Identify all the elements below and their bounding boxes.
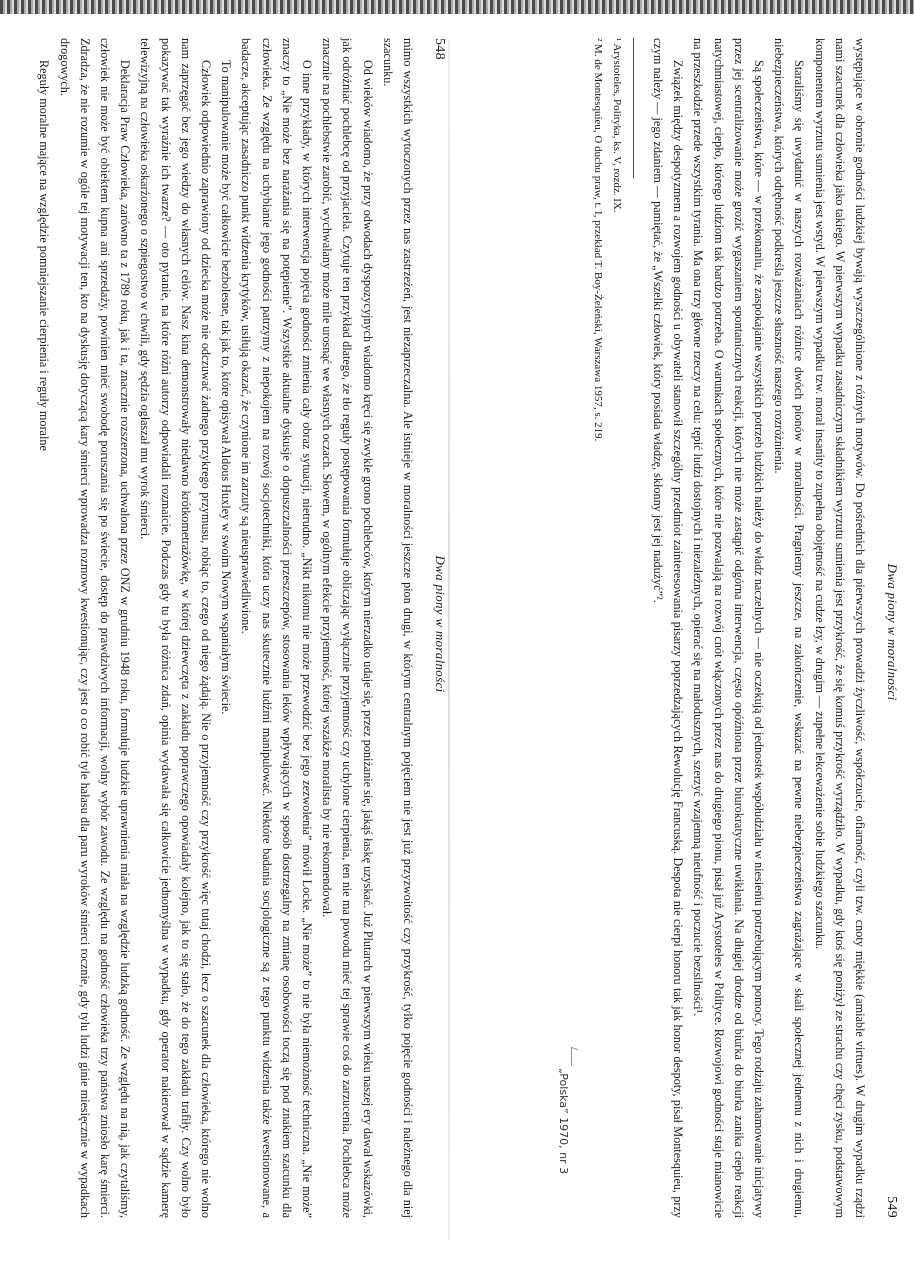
handwritten-source-note: „Polska” 1970, nr 3 — [557, 1068, 570, 1175]
paragraph: Staraliśmy się uwydatnić w naszych rozważaniach różnice dwóch pionów w moralności. Pragniemy jeszcze, na zakończenie, wskazać na pewne niebezpieczeństwa zagrażające w skali społecznej jednemu z nich i drugiemu, niebezpieczeństwa, których odrębność podkreśla jeszcze słuszność naszego rozróżnienia. — [772, 38, 807, 1218]
paragraph: To manipulowanie może być całkowicie bezbolesne, tak jak to, które opisywał Aldous Huxley w swoim Nowym wspaniałym świecie. — [219, 60, 234, 715]
book-gutter — [448, 40, 450, 1240]
paragraph: występujące w obronie godności ludzkiej bywają wyszczególnione z różnych motywów. Do pośrednich dla pierwszych prowadzi życzliwość, współczucie, ofiarność, czyli tzw. cnoty miękkie (amiable virtues). W drugim wypadku rządzi nami szacunek dla człowieka jako takiego. W pierwszym wypadku zasadniczym składnikiem wyrzutu sumienia jest przykrość, że się komuś przykrość wyrządziło. W wypadku, gdy ktoś się poniżył ze strachu czy chęci zysku, podstawowym komponentem wyrzutu sumienia jest wstyd. W pierwszym wypadku tzw. moral insanity to zupełna obojętność na cudze łzy, w drugim — zupełne lekceważenie sobie ludzkiego szacunku. — [812, 38, 867, 1218]
page-549 — [460, 28, 900, 1228]
paragraph: O inne przykłady, w których interwencja pojęcia godności zmienia cały obraz sytuacji, nietrudno. „Nikt nikomu nie może przewodzić bez jego zezwolenia” mówił Locke. „Nie może” to nie była niemożność techniczna. „Nie może” znaczy to „Nie może bez narażania się na potępienie”. Wszystkie aktualne dyskusje o dopuszczalności przeszczepów, stosowania leków wpływających w sposób dostrzegalny na zmianę osobowości toczą się pod znakiem szacunku dla człowieka. Ze względu na uchybianie jego godności patrzymy z niepokojem na rozwój socjotechniki, która uczy nas skutecznie ludźmi manipulować. Niektóre badania socjologiczne są z tego punktu widzenia także kwestionowane, a badacze, akceptując zasadniczo punkt widzenia krytyków, usiłują okazać, że czynione im zarzuty są nieusprawiedliwione. — [239, 38, 314, 1218]
running-head-left — [426, 38, 448, 1218]
scan-edge-artifact — [0, 0, 914, 14]
pencil-bracket-mark — [571, 1047, 578, 1069]
footnotes — [589, 38, 634, 1218]
paragraph: Od wieków wiadomo, że przy odwodach dyspozycyjnych wiadomo kręci się zwykle grono pochlebców, którym nierzadko udaje się, przez poniżanie się, jakąś łaskę uzyskać. Już Plutarch w pierwszym wieku naszej ery dawał wskazówki, jak odróżniać pochlebcę od przyjaciela. Czytuje ten przykład dlatego, że tło reguły postępowania formułuje obliczając wyłącznie przyjemność czy uchylone cierpienia, ten nie ma powodu mieć tej sprawie coś do zarzucenia. Pochlebca może znacznie na pochlebstwie zarobić, wychwalany może mile urosnąć we własnych oczach. Słowem, w ogólnym efekcie przyjemność, której wszakże moralista by nie rekomendował. — [320, 38, 375, 1218]
footnote-rule — [633, 38, 634, 178]
paragraph: Deklaracja Praw Człowieka, zarówno ta z 1789 roku, jak i ta, znacznie rozszerzona, uchwalona przez ONZ w grudniu 1948 roku, formułuje ludzkie uprawnienia miała na względzie ludzką godność. Ze względu na nią, jak czytaliśmy, człowiek nie może być obiektem kupna ani sprzedaży, powinien mieć swobodę poruszania się po świecie, dostęp do prawdziwych informacji, wolny wybór zawodu. Ze względu na godność człowieka trzy państwa zniosło karę śmierci. Zdradza, że nie rozumie w ogóle tej motywacji ten, kto na dyskusję dotyczącą kary śmierci wprowadza rozmowy kwestionując, czy jest o co robić tyle hałasu dla paru wyroków śmierci rocznie, gdy tylu ludzi ginie miesięcznie w wypadkach drogowych. — [57, 38, 133, 1218]
body-text-left — [34, 38, 418, 1218]
paragraph: mimo wszystkich wytoczonych przez nas zastrzeżeń, jest niezaprzeczalna. Ale istnieje w moralności jeszcze pion drugi, w którym centralnym pojęciem nie jest już przyzwoitość czy przykrość, tylko pojęcie godności i należnego dla niej szacunku. — [380, 38, 415, 1218]
paragraph: Reguły moralne mające na względzie pomniejszanie cierpienia i reguły moralne — [37, 60, 52, 451]
page-number-left: 548 — [432, 38, 447, 60]
paragraph: Związek między despotyzmem a rozwojem godności u obywateli stanowił szczególny przedmiot zainteresowania pisarzy poprzedzających Rewolucję Francuską. Despota nie cierpi honoru tak jak honor despoty, pisał Montesquieu, przy czym należy — jego zdaniem — pamiętać, że „Wszelki człowiek, który posiada władzę, skłonny jest jej nadużyć”². — [650, 38, 686, 1218]
paragraph: Człowiek odpowiednio zaprawiony od dziecka może nie odczuwać żadnego przykrego przymusu, robiąc to, czego od niego żądają. Nie o przyjemność czy przykrość więc tutaj chodzi, lecz o szacunek dla człowieka, którego nie wolno nam zaprzęgać bez jego wiedzy do własnych celów. Nasz kina demonstrowały niedawno krótkometrażówkę, w której dziewczęta z zakładu poprawczego opowiadały kolejno, jak to się stało, że do tego zakładu trafiły. Czy wolno było pokazywać tak wyraźnie ich twarze? — oto pytanie, na które różni autorzy odpowiadali rozmaicie. Podczas gdy tu była różnica zdań, opinia wydawała się całkowicie jednomyślna w wypadku, gdy operator nakierował w sądzie kamerę telewizyjną na człowieka oskarżonego o szpiegostwo w chwili, gdy sędzia ogłaszał mu wyrok śmierci. — [138, 38, 213, 1218]
running-head-right — [878, 38, 900, 1218]
running-head-title-left: Dwa piony w moralności — [433, 555, 448, 693]
body-text-right — [648, 38, 870, 1218]
footnote: ² M. de Montesquieu, O duchu praw, t. I, przekład T. Boy-Żeleński, Warszawa 1957, s. 219. — [591, 38, 604, 442]
page-number-right: 549 — [884, 1196, 899, 1218]
footnote: ¹ Arystoteles, Polityka, ks. V, rozdz. IX. — [610, 38, 623, 213]
page-548 — [8, 28, 448, 1228]
running-head-title-right: Dwa piony w moralności — [885, 563, 900, 701]
paragraph: Są społeczeństwa, które — w przekonaniu, że zaspokajanie wszystkich potrzeb ludzkich należy do władz naczelnych — nie oczekują od jednostek współudziału w niesieniu potrzebującym pomocy. Tego rodzaju zahamowanie inicjatywy przez jej scentralizowanie może grozić wygaszaniem spontanicznych reakcji, których nie może zastąpić odgórna interwencja, często opóźniona przez biurokratyczne uwikłania. Na długiej drodze od biurka do biurka zanika ciepło reakcji natychmiastowej, ciepło, którego ludziom tak bardzo potrzeba. O warunkach społecznych, które nie pozwalają na rozwój cnót włączonych przez nas do drugiego pionu, pisał już Arystoteles w Polityce. Rozwojowi godności staje mianowicie na przeszkodzie przede wszystkim tyrania. Ma ona trzy główne rzeczy na celu: tępić ludzi dostojnych i niezależnych, opierać się na małodusznych, szerzyć wzajemną nieufność i poczucie bezsilności¹. — [691, 38, 766, 1218]
